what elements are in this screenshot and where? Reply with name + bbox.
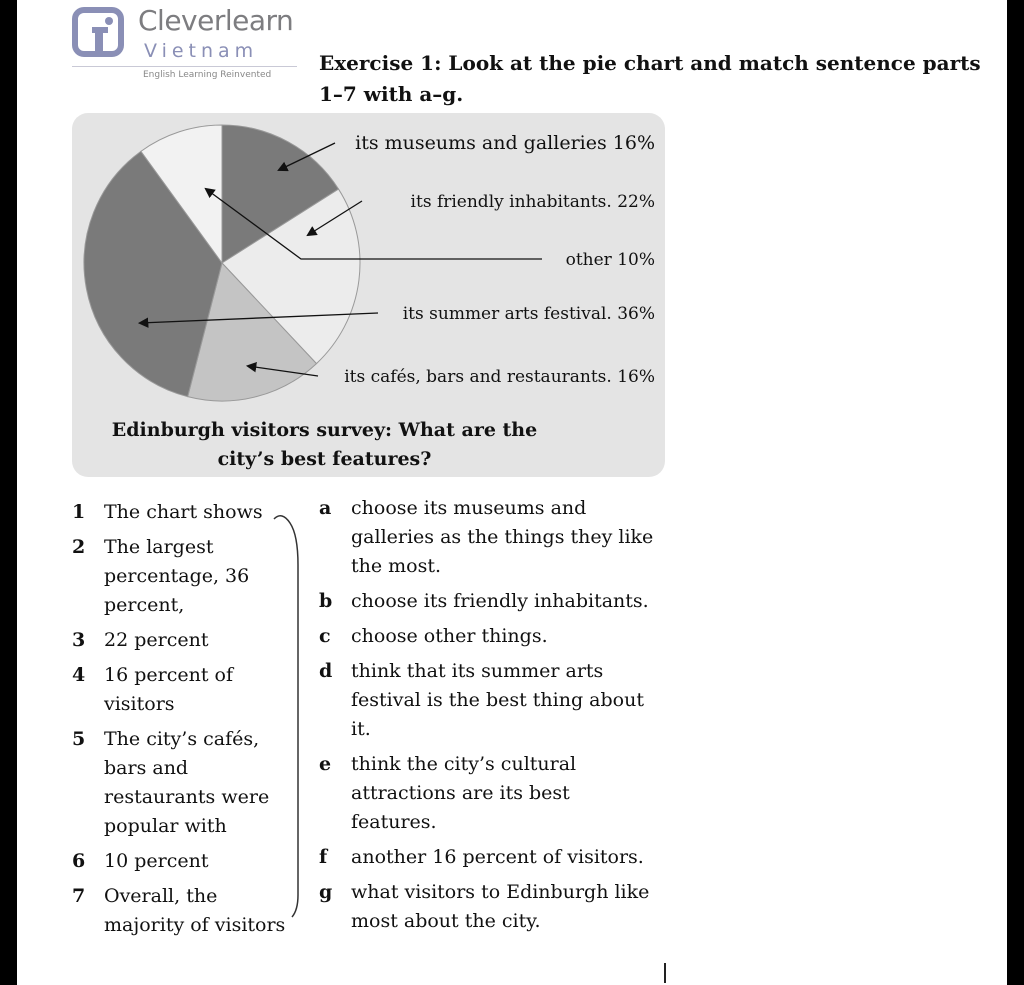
logo-country: Vietnam <box>144 40 259 62</box>
text-cursor <box>664 963 666 983</box>
item-text: 16 percent of visitors <box>104 664 233 715</box>
logo-tagline: English Learning Reinvented <box>143 70 272 80</box>
lettered-item <box>319 657 659 744</box>
item-number: 7 <box>72 885 86 907</box>
pie-slice-label: its summer arts festival. 36% <box>402 304 655 324</box>
lettered-item <box>319 587 659 616</box>
numbered-item <box>72 533 292 620</box>
lettered-item <box>319 494 659 581</box>
worksheet-page <box>17 0 1007 985</box>
item-letter: b <box>319 590 333 612</box>
pie-slice-label: its friendly inhabitants. 22% <box>410 192 655 212</box>
item-letter: d <box>319 660 333 682</box>
pie-slice-label: its cafés, bars and restaurants. 16% <box>344 367 655 387</box>
item-number: 6 <box>72 850 86 872</box>
item-text: think the city’s cultural attractions are its best features. <box>351 753 577 833</box>
item-text: Overall, the majority of visitors <box>104 885 286 936</box>
numbered-item <box>72 626 292 655</box>
lettered-item <box>319 750 659 837</box>
item-text: another 16 percent of visitors. <box>351 846 644 868</box>
item-text: what visitors to Edinburgh like most about the city. <box>351 881 650 932</box>
logo-mark-icon <box>72 7 124 57</box>
exercise-title: Exercise 1: Look at the pie chart and match sentence parts 1–7 with a–g. <box>319 51 981 106</box>
pie-slice-label: other 10% <box>565 250 655 270</box>
item-letter: c <box>319 625 331 647</box>
item-text: choose its museums and galleries as the things they like the most. <box>351 497 654 577</box>
numbered-sentence-list <box>72 498 292 946</box>
cleverlearn-logo <box>72 4 312 82</box>
item-number: 4 <box>72 664 86 686</box>
item-letter: g <box>319 881 333 903</box>
numbered-item <box>72 847 292 876</box>
item-text: choose its friendly inhabitants. <box>351 590 649 612</box>
item-letter: a <box>319 497 332 519</box>
lettered-item <box>319 843 659 872</box>
numbered-item <box>72 661 292 719</box>
lettered-item <box>319 878 659 936</box>
item-number: 5 <box>72 728 86 750</box>
logo-divider <box>72 66 297 67</box>
item-number: 2 <box>72 536 86 558</box>
pie-chart <box>72 113 665 413</box>
numbered-item <box>72 498 292 527</box>
numbered-item <box>72 725 292 841</box>
chart-caption: Edinburgh visitors survey: What are the city’s best features? <box>111 419 538 470</box>
item-text: The chart shows <box>104 501 263 523</box>
item-text: The largest percentage, 36 percent, <box>104 536 250 616</box>
item-letter: f <box>319 846 328 868</box>
numbered-item <box>72 882 292 940</box>
logo-brand: Cleverlearn <box>138 4 294 37</box>
lettered-ending-list <box>319 494 659 942</box>
item-letter: e <box>319 753 332 775</box>
pie-slice-label: its museums and galleries 16% <box>355 132 655 154</box>
item-number: 1 <box>72 501 86 523</box>
item-text: 22 percent <box>104 629 209 651</box>
pie-chart-panel <box>72 113 665 477</box>
item-text: choose other things. <box>351 625 548 647</box>
item-text: think that its summer arts festival is the best thing about it. <box>351 660 644 740</box>
item-number: 3 <box>72 629 86 651</box>
item-text: 10 percent <box>104 850 209 872</box>
lettered-item <box>319 622 659 651</box>
item-text: The city’s cafés, bars and restaurants were popular with <box>104 728 270 837</box>
